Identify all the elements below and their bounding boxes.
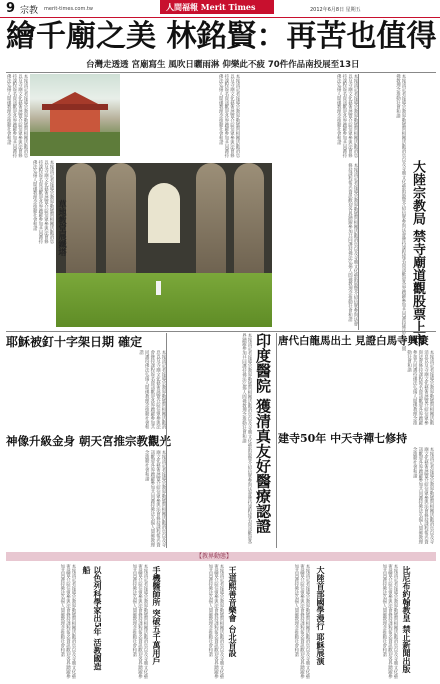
bureau-headline: 大陸宗教局 禁寺廟道觀股票上市 [410,160,425,347]
divider [358,74,359,330]
masthead [160,0,274,14]
masthead-cn: 人間福報 [166,2,198,12]
church-side-text: 本報訊記者報導宗教界動態與相關活動消息以及寺廟文化藝術展覽介紹信眾參與法會修持課程報名資訊歡迎各界踴躍參加共同護持佛法弘揚人間佛教理念推動社會和諧 [347,163,358,326]
divider [6,72,436,73]
brief-body-3: 本報訊記者報導宗教界動態與相關活動消息以及寺廟文化藝術展覽介紹信眾參與法會修持課程報名資訊歡迎各界踴躍參加共同護持佛法弘揚人間佛教理念推動社會和諧 [207,564,224,679]
temple-painting-image [30,74,120,156]
church-caption: 草地教堂展鐵塔 [58,200,68,256]
zen-body: 本報訊記者報導宗教界動態與相關活動消息以及寺廟文化藝術展覽介紹信眾參與法會修持課程報名資訊歡迎各界踴躍參加共同護持佛法弘揚人間佛教理念推動社會和諧 [412,447,434,544]
masthead-en: Merit Times [200,2,256,12]
horse-temple-headline: 唐代白龍馬出土 見證白馬寺興衰 [278,335,429,347]
lead-subhead: 台灣走透透 宮廟寫生 風吹日曬雨淋 仰樂此不疲 70件作品南投展至13日 [86,60,360,70]
brief-headline-4: 大陸首部國學漫行 耶穌展演 [316,566,326,665]
brief-headline-5: 比尼布約翰教皇 禁止新聞出版 [402,566,412,673]
brief-body-1: 本報訊記者報導宗教界動態與相關活動消息以及寺廟文化藝術展覽介紹信眾參與法會修持課程報名資訊歡迎各界踴躍參加共同護持佛法弘揚人間佛教理念推動社會和諧 [59,564,76,679]
brief-headline-1: 手機醫師所 突破五千萬用戶 [152,566,162,665]
church-arch [106,163,136,283]
divider [276,333,277,548]
church-grass-floor [56,273,272,327]
news-briefs-label: 【教界動態】 [196,553,233,560]
brief-body-2: 本報訊記者報導宗教界動態與相關活動消息以及寺廟文化藝術展覽介紹信眾參與法會修持課程報名資訊歡迎各界踴躍參加共同護持佛法弘揚人間佛教理念推動社會和諧 [131,564,148,679]
church-photo [56,163,272,327]
section-label: 宗教 [20,6,39,16]
lead-body-upper: 本報訊記者報導宗教界動態與相關活動消息以及寺廟文化藝術展覽介紹信眾參與法會修持課程報名資訊歡迎各界踴躍參加共同護持佛法弘揚人間佛教理念推動社會和諧 [218,74,240,158]
lead-body-left: 本報訊記者報導宗教界動態與相關活動消息以及寺廟文化藝術展覽介紹信眾參與法會修持課程報名資訊歡迎各界踴躍參加共同護持佛法弘揚人間佛教理念推動社會和諧 [32,160,54,244]
church-arch [66,163,96,283]
church-arch [234,163,264,283]
horse-temple-body: 本報訊記者報導宗教界動態與相關活動消息以及寺廟文化藝術展覽介紹信眾參與法會修持課程報名資訊歡迎各界踴躍參加共同護持佛法弘揚人間佛教理念推動社會和諧 [406,350,434,425]
bureau-body: 本報訊記者報導宗教界動態與相關活動消息以及寺廟文化藝術展覽介紹信眾參與法會修持課程報名資訊歡迎各界踴躍參加共同護持佛法弘揚人間佛教理念推動社會和諧 [395,74,406,352]
lead-headline: 繪千廟之美 林銘賢：再苦也值得 [6,19,437,54]
crucifixion-headline: 耶穌被釘十字架日期 確定 [6,335,143,349]
page-number: 9 [6,1,16,16]
brief-body-5: 本報訊記者報導宗教界動態與相關活動消息以及寺廟文化藝術展覽介紹信眾參與法會修持課程報名資訊歡迎各界踴躍參加共同護持佛法弘揚人間佛教理念推動社會和諧 [381,564,398,679]
caption-text-left: 本報訊記者報導宗教界動態與相關活動消息以及寺廟文化藝術展覽介紹信眾參與法會修持課程報名資訊歡迎各界踴躍參加共同護持佛法弘揚人間佛教理念推動社會和諧 [6,74,28,158]
church-arch [196,163,226,283]
mid-column-body: 本報訊記者報導宗教界動態與相關活動消息以及寺廟文化藝術展覽介紹信眾參與法會修持課程報名資訊歡迎各界踴躍參加共同護持佛法弘揚人間佛教理念推動社會和諧 [241,333,252,545]
brief-headline-3: 王道熙善音樂會 台北首設 [228,566,238,657]
brief-body-4: 本報訊記者報導宗教界動態與相關活動消息以及寺廟文化藝術展覽介紹信眾參與法會修持課程報名資訊歡迎各界踴躍參加共同護持佛法弘揚人間佛教理念推動社會和諧 [293,564,310,679]
site-url: merit-times.com.tw [44,6,93,12]
crucifixion-body: 本報訊記者報導宗教界動態與相關活動消息以及寺廟文化藝術展覽介紹信眾參與法會修持課程報名資訊歡迎各界踴躍參加共同護持佛法弘揚人間佛教理念推動社會和諧 [138,350,166,430]
lead-body-upper-right: 本報訊記者報導宗教界動態與相關活動消息以及寺廟文化藝術展覽介紹信眾參與法會修持課程報名資訊歡迎各界踴躍參加共同護持佛法弘揚人間佛教理念推動社會和諧 [336,74,358,158]
church-person [156,281,161,295]
news-briefs-band [6,552,436,561]
brief-headline-2: 以色列科學家出5年 活教國造船 [82,566,103,671]
deity-body: 本報訊記者報導宗教界動態與相關活動消息以及寺廟文化藝術展覽介紹信眾參與法會修持課程報名資訊歡迎各界踴躍參加共同護持佛法弘揚人間佛教理念推動社會和諧 [144,450,166,547]
clinic-headline: 印度醫院 獲清真友好醫療認證 [254,333,272,534]
church-window [148,183,180,243]
temple-hall-shape [50,110,100,132]
divider [6,331,436,332]
divider [166,333,167,548]
temple-grass-shape [30,132,120,156]
deity-headline: 神像升級金身 朝天宮推宗教觀光 [6,434,172,448]
issue-date: 2012年6月8日 星期五 [310,7,361,13]
zen-headline: 建寺50年 中天寺禪七修持 [278,432,408,445]
